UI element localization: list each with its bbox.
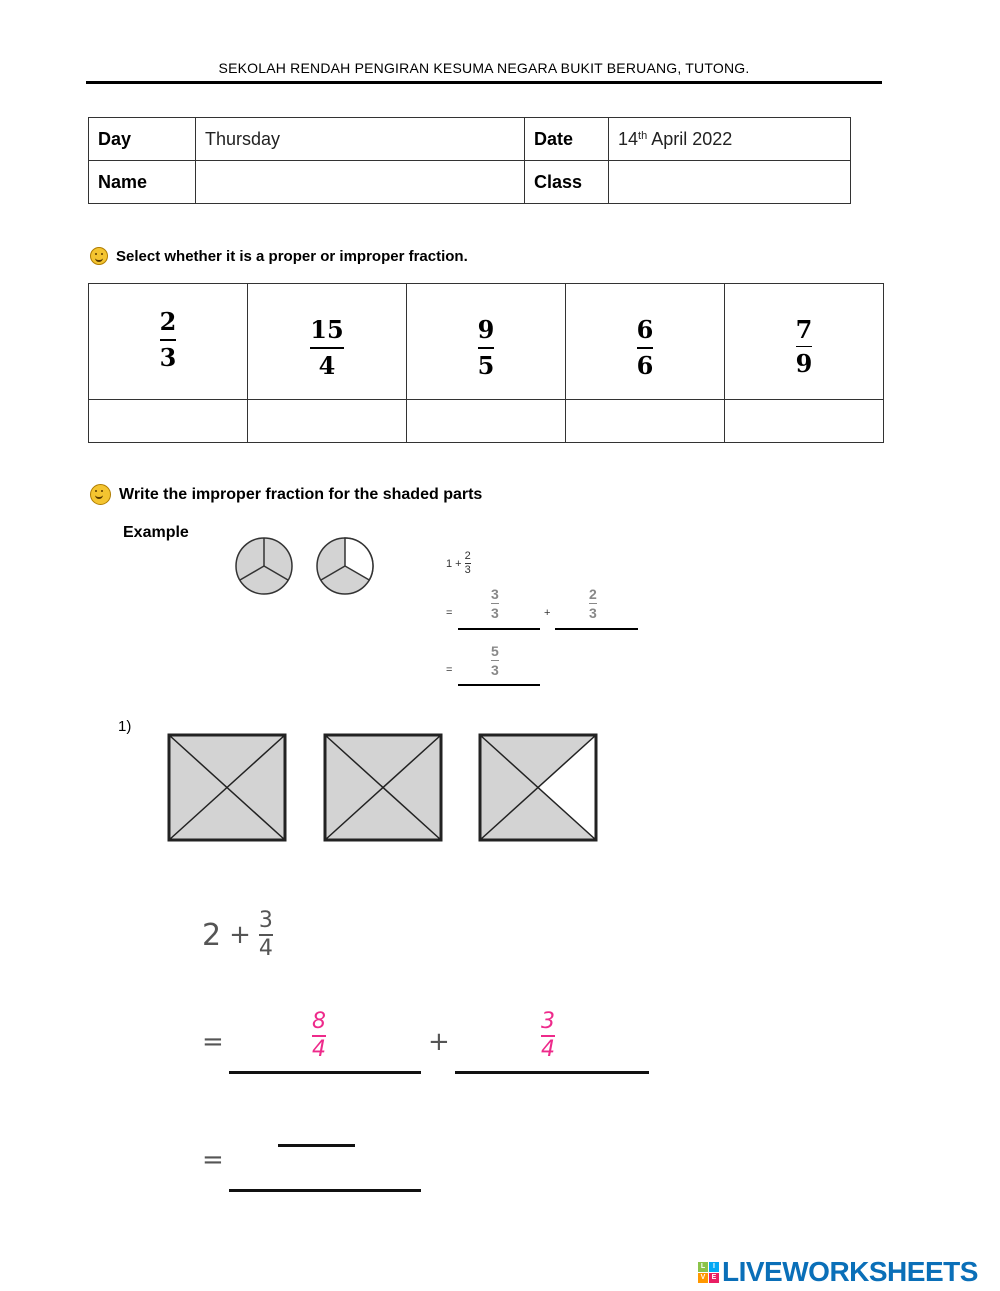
plus-sign: + [544, 607, 551, 619]
equals-sign: = [446, 664, 453, 676]
answer-select-2[interactable] [248, 400, 407, 443]
denominator: 3 [159, 342, 177, 372]
fraction-bar [310, 347, 343, 349]
day-label: Day [89, 118, 196, 161]
numerator: 15 [310, 315, 344, 345]
square-full [169, 735, 285, 840]
denominator: 4 [541, 1037, 555, 1062]
question-1-start [202, 910, 273, 960]
name-label: Name [89, 161, 196, 204]
name-field[interactable] [196, 161, 525, 204]
equals-sign: = [446, 607, 453, 619]
example-whole: 1 [446, 557, 453, 570]
numerator: 5 [491, 643, 499, 659]
numerator: 6 [636, 315, 654, 345]
answer-line [555, 628, 638, 630]
answer-select-3[interactable] [407, 400, 566, 443]
liveworksheets-logo [698, 1256, 978, 1288]
example-result [491, 644, 499, 677]
date-field[interactable] [609, 118, 851, 161]
numerator: 2 [159, 307, 177, 337]
fraction [636, 315, 654, 380]
circle-partial [317, 538, 373, 594]
example-start [446, 551, 471, 576]
instruction-2-text: Write the improper fraction for the shaded parts [119, 485, 483, 503]
fraction-bar [491, 603, 499, 604]
answer-input-1[interactable] [229, 1071, 421, 1074]
answer-line [458, 684, 540, 686]
fraction [159, 307, 177, 372]
instruction-1-text: Select whether it is a proper or improper fraction. [116, 247, 468, 265]
q1-start-fraction [259, 910, 273, 960]
denominator: 3 [464, 564, 471, 576]
date-label: Date [525, 118, 609, 161]
day-field[interactable]: Thursday [196, 118, 525, 161]
answer-input-numerator[interactable] [278, 1144, 355, 1147]
equals-sign: = [202, 1027, 224, 1057]
denominator: 4 [318, 350, 336, 380]
smiley-icon [90, 484, 111, 505]
class-label: Class [525, 161, 609, 204]
denominator: 9 [795, 349, 813, 378]
square-full [325, 735, 441, 840]
q1-answer-1 [312, 1011, 326, 1061]
fraction-cell [725, 284, 884, 400]
instruction-1 [90, 247, 468, 265]
answer-input-2[interactable] [455, 1071, 649, 1074]
answer-line [458, 628, 540, 630]
numerator: 2 [464, 550, 471, 562]
smiley-icon [90, 247, 108, 265]
numerator: 7 [795, 314, 813, 344]
question-number: 1) [118, 718, 132, 735]
example-circles [232, 535, 378, 599]
equals-sign: = [202, 1145, 224, 1175]
denominator: 3 [589, 605, 597, 621]
example-label: Example [123, 524, 189, 541]
fraction-bar [796, 346, 813, 347]
denominator: 4 [312, 1037, 326, 1062]
numerator: 3 [541, 1009, 555, 1034]
date-suffix: th [638, 129, 648, 142]
circle-full [236, 538, 292, 594]
fraction-bar [491, 660, 499, 661]
denominator: 3 [491, 605, 499, 621]
school-name: SEKOLAH RENDAH PENGIRAN KESUMA NEGARA BUKIT BERUANG, TUTONG. [218, 60, 750, 76]
plus-sign: + [428, 1027, 450, 1057]
fraction-bar [589, 603, 597, 604]
answer-select-5[interactable] [725, 400, 884, 443]
fraction-cell [407, 284, 566, 400]
answer-select-4[interactable] [566, 400, 725, 443]
numerator: 3 [258, 908, 273, 933]
plus-sign: + [229, 920, 251, 950]
q1-answer-2 [541, 1011, 555, 1061]
q1-whole: 2 [202, 917, 222, 953]
fraction [795, 314, 813, 378]
question-1-squares [166, 732, 602, 844]
numerator: 8 [312, 1009, 326, 1034]
class-field[interactable] [609, 161, 851, 204]
denominator: 6 [636, 350, 654, 380]
fraction-cell [89, 284, 248, 400]
fraction-bar [478, 347, 495, 349]
fraction-cell [248, 284, 407, 400]
fraction-table [88, 283, 884, 443]
denominator: 4 [258, 936, 273, 961]
answer-input-3[interactable] [229, 1189, 421, 1192]
info-table [88, 117, 851, 204]
numerator: 3 [491, 586, 499, 602]
date-rest: April 2022 [647, 128, 733, 149]
fraction-cell [566, 284, 725, 400]
fraction [477, 315, 495, 380]
answer-select-1[interactable] [89, 400, 248, 443]
denominator: 3 [491, 662, 499, 678]
fraction-bar [637, 347, 654, 349]
example-term2 [589, 587, 597, 620]
fraction [310, 315, 344, 380]
logo-text: LIVEWORKSHEETS [722, 1256, 978, 1287]
numerator: 9 [477, 315, 495, 345]
date-day: 14 [618, 128, 639, 149]
instruction-2 [90, 484, 482, 505]
numerator: 2 [589, 586, 597, 602]
plus-sign: + [455, 557, 462, 570]
denominator: 5 [477, 350, 495, 380]
square-partial [480, 735, 596, 840]
header-rule [86, 81, 882, 84]
example-term1 [491, 587, 499, 620]
example-start-fraction [465, 551, 471, 576]
logo-icon: L I V E [698, 1262, 719, 1283]
fraction-bar [160, 339, 177, 341]
